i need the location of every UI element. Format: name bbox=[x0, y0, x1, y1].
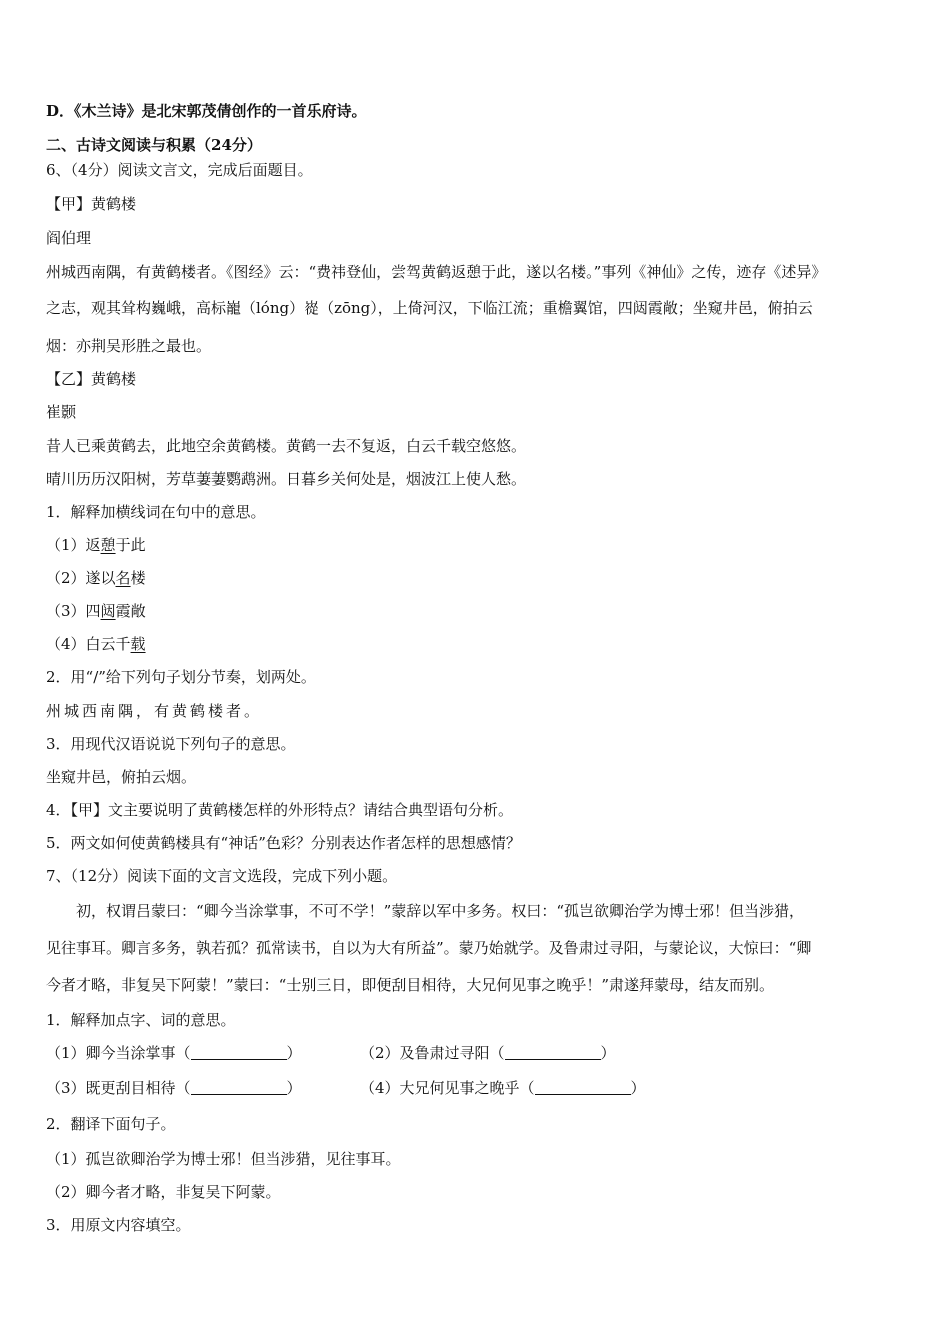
q7-passage-line-1: 初，权谓吕蒙曰：“卿今当涂掌事，不可不学！”蒙辞以军中多务。权曰：“孤岂欲卿治学为博士邪！但当涉猎， bbox=[76, 902, 805, 920]
answer-blank[interactable] bbox=[191, 1045, 287, 1060]
question-6-intro: 6、（4分）阅读文言文，完成后面题目。 bbox=[46, 161, 313, 179]
section-heading: 二、古诗文阅读与积累（24分） bbox=[46, 136, 262, 154]
q6-1-item-2: （2）遂以名楼 bbox=[46, 569, 146, 587]
option-d: D．《木兰诗》是北宋郭茂倩创作的一首乐府诗。 bbox=[46, 102, 367, 120]
answer-blank[interactable] bbox=[505, 1045, 601, 1060]
passage-jia-title: 【甲】黄鹤楼 bbox=[46, 195, 137, 213]
underlined-word: 闼 bbox=[100, 602, 116, 620]
q6-3-sentence: 坐窥井邑，俯拍云烟。 bbox=[46, 768, 197, 786]
poem-line-2: 晴川历历汉阳树，芳草萋萋鹦鹉洲。日暮乡关何处是，烟波江上使人愁。 bbox=[46, 470, 527, 488]
q7-1-item-2: （2）及鲁肃过寻阳（ ） bbox=[360, 1044, 616, 1062]
q6-sub-2: 2．用“/”给下列句子划分节奏，划两处。 bbox=[46, 668, 316, 686]
answer-blank[interactable] bbox=[191, 1080, 287, 1095]
q7-1-item-3: （3）既更刮目相待（ ） bbox=[46, 1079, 302, 1097]
q7-2-item-1: （1）孤岂欲卿治学为博士邪！但当涉猎，见往事耳。 bbox=[46, 1150, 401, 1168]
q7-1-item-4: （4）大兄何见事之晚乎（ ） bbox=[360, 1079, 646, 1097]
underlined-word: 名 bbox=[115, 569, 131, 587]
poem-line-1: 昔人已乘黄鹤去，此地空余黄鹤楼。黄鹤一去不复返，白云千载空悠悠。 bbox=[46, 437, 527, 455]
q6-1-item-1: （1）返憩于此 bbox=[46, 536, 146, 554]
q6-1-item-3: （3）四闼霞敞 bbox=[46, 602, 146, 620]
q6-sub-1: 1．解释加横线词在句中的意思。 bbox=[46, 503, 266, 521]
underlined-word: 载 bbox=[130, 635, 146, 653]
q7-sub-3: 3．用原文内容填空。 bbox=[46, 1216, 191, 1234]
passage-jia-line-2: 之志，观其耸构巍峨，高标巃（lóng）嵸（zōng），上倚河汉，下临江流；重檐翼馆，四闼霞敞；坐窥井邑，俯拍云 bbox=[46, 299, 813, 317]
q7-1-item-1: （1）卿今当涂掌事（ ） bbox=[46, 1044, 302, 1062]
passage-jia-author: 阎伯理 bbox=[46, 229, 92, 247]
q7-passage-line-3: 今者才略，非复吴下阿蒙！”蒙曰：“士别三日，即便刮目相待，大兄何见事之晚乎！”肃遂拜蒙母，结友而别。 bbox=[46, 976, 775, 994]
q6-1-item-4: （4）白云千载 bbox=[46, 635, 146, 653]
passage-yi-title: 【乙】黄鹤楼 bbox=[46, 370, 137, 388]
underlined-word: 憩 bbox=[100, 536, 116, 554]
passage-yi-author: 崔颢 bbox=[46, 403, 77, 421]
passage-jia-line-3: 烟：亦荆吴形胜之最也。 bbox=[46, 337, 212, 355]
q7-sub-2: 2．翻译下面句子。 bbox=[46, 1115, 176, 1133]
q6-sub-5: 5．两文如何使黄鹤楼具有“神话”色彩？分别表达作者怎样的思想感情？ bbox=[46, 834, 521, 852]
q6-sub-4: 4．【甲】文主要说明了黄鹤楼怎样的外形特点？请结合典型语句分析。 bbox=[46, 801, 514, 819]
q6-sub-3: 3．用现代汉语说说下列句子的意思。 bbox=[46, 735, 296, 753]
q6-2-sentence: 州城西南隅，有黄鹤楼者。 bbox=[46, 702, 263, 720]
passage-jia-line-1: 州城西南隅，有黄鹤楼者。《图经》云：“费祎登仙，尝驾黄鹤返憩于此，遂以名楼。”事列《神仙》之传，迹存《述异》 bbox=[46, 263, 827, 281]
question-7-intro: 7、（12分）阅读下面的文言文选段，完成下列小题。 bbox=[46, 867, 398, 885]
q7-2-item-2: （2）卿今者才略，非复吴下阿蒙。 bbox=[46, 1183, 281, 1201]
q7-passage-line-2: 见往事耳。卿言多务，孰若孤？孤常读书，自以为大有所益”。蒙乃始就学。及鲁肃过寻阳，与蒙论议，大惊曰：“卿 bbox=[46, 939, 812, 957]
q7-sub-1: 1．解释加点字、词的意思。 bbox=[46, 1011, 236, 1029]
answer-blank[interactable] bbox=[535, 1080, 631, 1095]
